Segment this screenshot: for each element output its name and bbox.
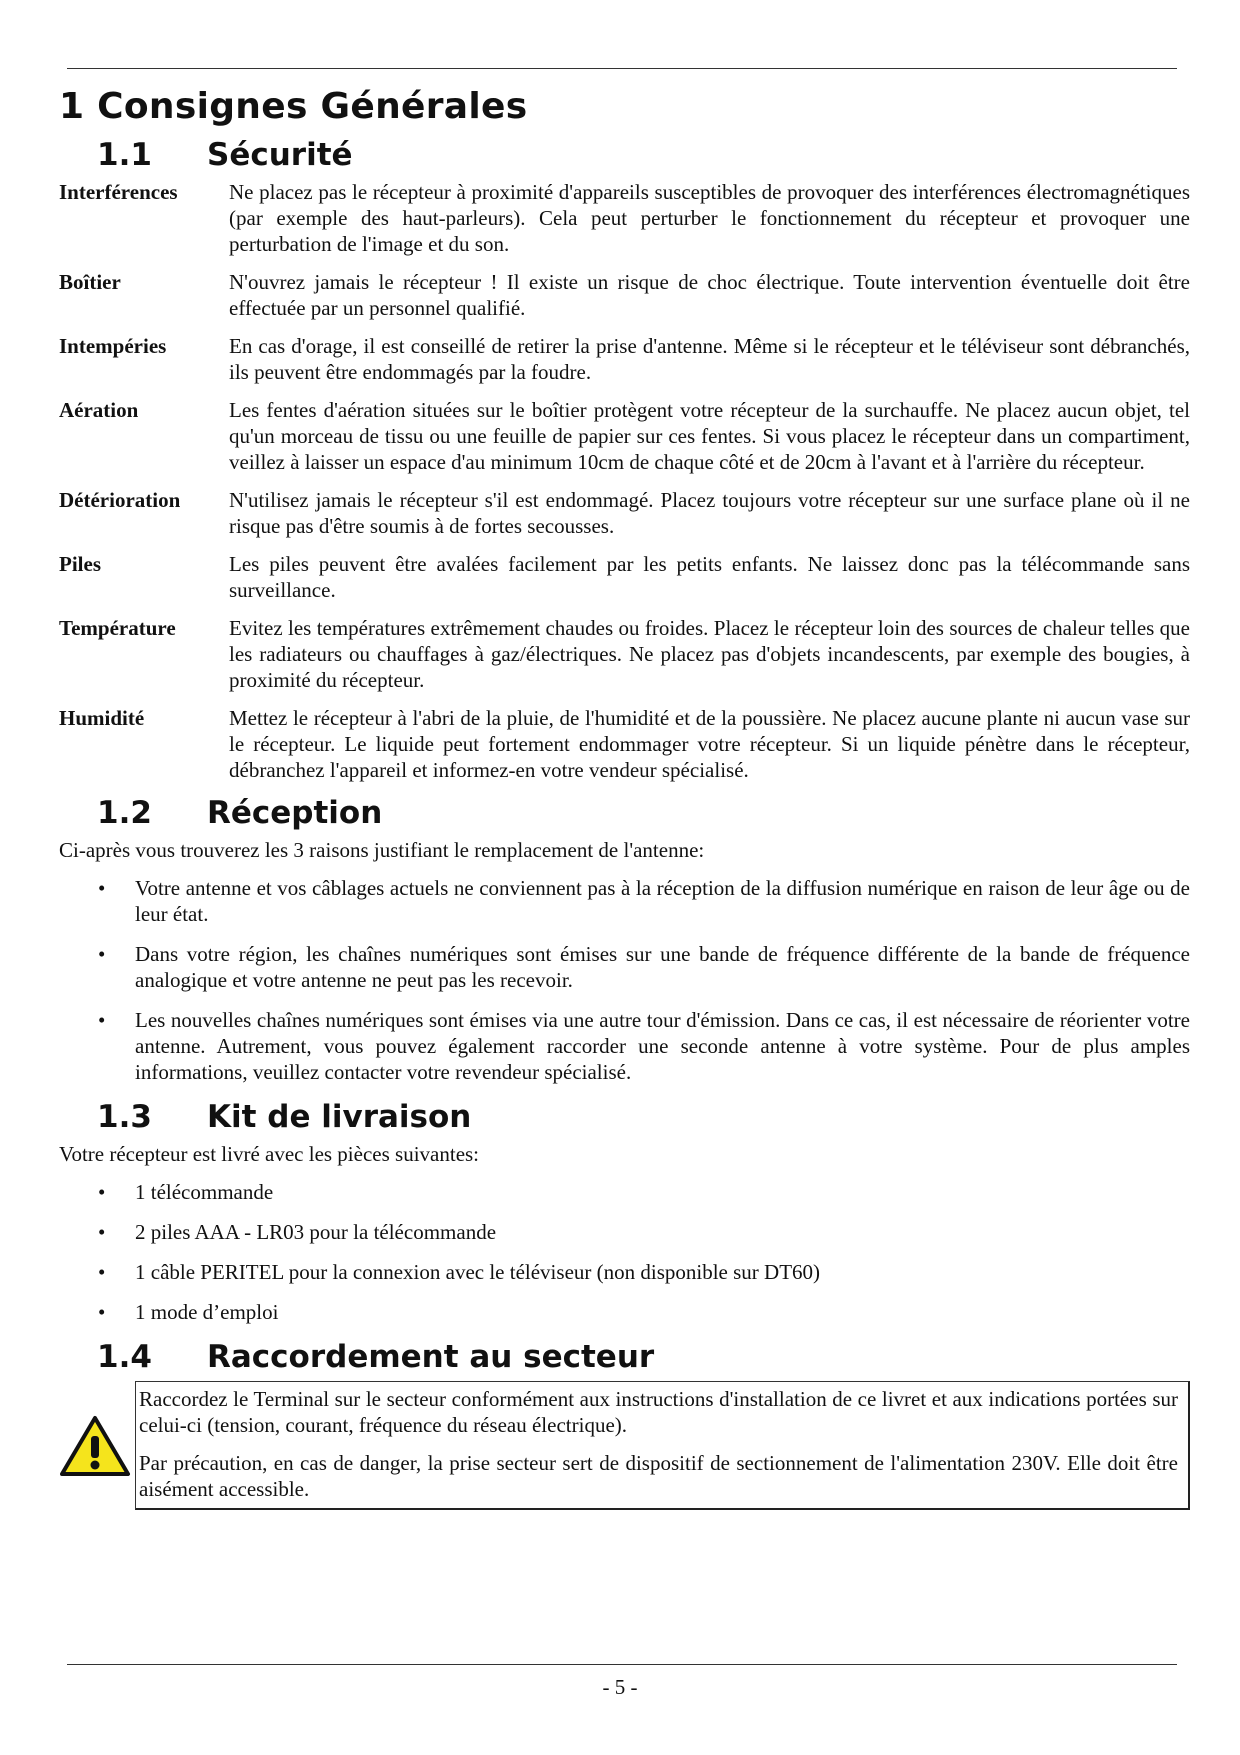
warning-triangle-icon [59,1414,131,1478]
bullet-icon: • [98,1300,106,1324]
list-item-text: 1 mode d’emploi [135,1300,279,1324]
section-title: Réception [207,795,383,831]
section-title: Sécurité [207,137,353,173]
section-heading-kit [97,1099,1190,1135]
safety-term: Boîtier [59,270,121,294]
safety-desc: Les fentes d'aération situées sur le boîtier protègent votre récepteur de la surchauffe. Ne placez aucun objet, tel qu'un morceau de tissu ou une feuille de papier sur ces fentes. Si vous placez le récepteur dans un compartiment, veillez à laisser un espace d'au minimum 10cm de chaque côté et de 20cm à l'avant et à l'arrière du récepteur. [229,398,1190,474]
bullet-icon: • [98,876,106,900]
list-item-text: Votre antenne et vos câblages actuels ne conviennent pas à la réception de la diffusion numérique en raison de leur âge ou de leur état. [135,876,1190,926]
safety-item [59,179,1190,257]
list-item-text: Les nouvelles chaînes numériques sont émises via une autre tour d'émission. Dans ce cas, il est nécessaire de réorienter votre antenne. Autrement, vous pouvez également raccorder une seconde antenne à votre système. Pour de plus amples informations, veuillez contacter votre revendeur spécialisé. [135,1008,1190,1084]
warning-text: Raccordez le Terminal sur le secteur conformément aux instructions d'installation de ce livret et aux indications portées sur celui-ci (tension, courant, fréquence du réseau électrique). [139,1387,1178,1437]
list-item-text: 1 télécommande [135,1180,274,1204]
safety-term: Aération [59,398,139,422]
section-heading-reception [97,795,1190,831]
safety-list [59,179,1190,783]
safety-desc: N'utilisez jamais le récepteur s'il est endommagé. Placez toujours votre récepteur sur une surface plane où il ne risque pas d'être soumis à de fortes secousses. [229,488,1190,538]
list-item [59,1007,1190,1085]
safety-term: Interférences [59,180,178,204]
kit-intro: Votre récepteur est livré avec les pièces suivantes: [59,1142,480,1166]
list-item [59,1219,1190,1245]
section-number: 1.3 [97,1099,152,1135]
list-item [59,1299,1190,1325]
safety-item [59,397,1190,475]
list-item-text: 1 câble PERITEL pour la connexion avec le téléviseur (non disponible sur DT60) [135,1260,821,1284]
safety-term: Intempéries [59,334,167,358]
footer-rule [67,1664,1177,1665]
bullet-icon: • [98,942,106,966]
page-title: 1 Consignes Générales [59,86,528,127]
section-heading-raccordement [97,1339,1190,1375]
section-title: Kit de livraison [207,1099,472,1135]
list-item-text: Dans votre région, les chaînes numériques sont émises sur une bande de fréquence différente de la bande de fréquence analogique et votre antenne ne peut pas les recevoir. [135,942,1190,992]
warning-notice [59,1381,1190,1510]
page-number: - 5 - [602,1675,638,1699]
bullet-icon: • [98,1260,106,1284]
safety-desc: Evitez les températures extrêmement chaudes ou froides. Placez le récepteur loin des sources de chaleur telles que les radiateurs ou chauffages à gaz/électriques. Ne placez pas d'objets incandescents, par exemple des bougies, à proximité du récepteur. [229,616,1190,692]
section-heading-securite [97,137,1190,173]
safety-item [59,487,1190,539]
list-item [59,1179,1190,1205]
section-number: 1.2 [97,795,152,831]
safety-term: Humidité [59,706,145,730]
section-title: Raccordement au secteur [207,1339,655,1375]
safety-item [59,615,1190,693]
page-content [59,86,1190,1510]
warning-icon-wrap [59,1381,135,1510]
list-item-text: 2 piles AAA - LR03 pour la télécommande [135,1220,497,1244]
section-number: 1.4 [97,1339,152,1375]
safety-desc: N'ouvrez jamais le récepteur ! Il existe un risque de choc électrique. Toute intervention éventuelle doit être effectuée par un personnel qualifié. [229,270,1190,320]
safety-item [59,333,1190,385]
header-rule [67,68,1177,69]
reception-list [59,875,1190,1085]
kit-list [59,1179,1190,1325]
safety-desc: En cas d'orage, il est conseillé de retirer la prise d'antenne. Même si le récepteur et le téléviseur sont débranchés, ils peuvent être endommagés par la foudre. [229,334,1190,384]
reception-intro: Ci-après vous trouverez les 3 raisons justifiant le remplacement de l'antenne: [59,838,705,862]
bullet-icon: • [98,1220,106,1244]
safety-term: Température [59,616,176,640]
warning-text: Par précaution, en cas de danger, la prise secteur sert de dispositif de sectionnement de l'alimentation 230V. Elle doit être aisément accessible. [139,1451,1178,1501]
safety-term: Piles [59,552,101,576]
warning-box [135,1381,1190,1510]
safety-desc: Ne placez pas le récepteur à proximité d'appareils susceptibles de provoquer des interférences électromagnétiques (par exemple des haut-parleurs). Cela peut perturber le fonctionnement du récepteur et provoquer une perturbation de l'image et du son. [229,180,1190,256]
section-number: 1.1 [97,137,152,173]
safety-term: Détérioration [59,488,181,512]
bullet-icon: • [98,1180,106,1204]
bullet-icon: • [98,1008,106,1032]
safety-desc: Mettez le récepteur à l'abri de la pluie, de l'humidité et de la poussière. Ne placez aucune plante ni aucun vase sur le récepteur. Le liquide peut fortement endommager votre récepteur. Si un liquide pénètre dans le récepteur, débranchez l'appareil et informez-en votre vendeur spécialisé. [229,706,1190,782]
safety-item [59,551,1190,603]
safety-desc: Les piles peuvent être avalées facilement par les petits enfants. Ne laissez donc pas la télécommande sans surveillance. [229,552,1190,602]
list-item [59,875,1190,927]
list-item [59,1259,1190,1285]
safety-item [59,269,1190,321]
list-item [59,941,1190,993]
safety-item [59,705,1190,783]
